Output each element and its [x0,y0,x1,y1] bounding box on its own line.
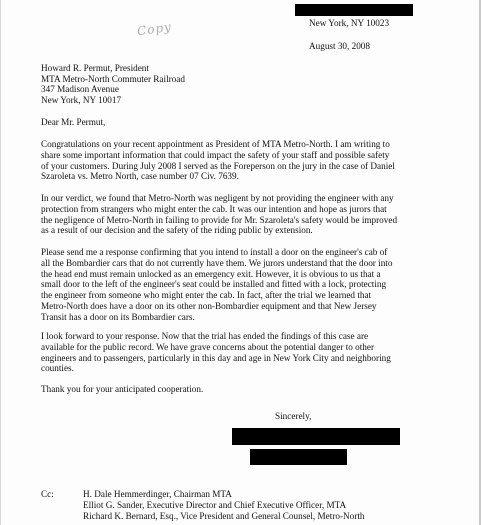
closing: Sincerely, [275,411,312,421]
paragraph-line: I look forward to your response. Now that the trial has ended the findings of this case are [41,331,369,341]
recipient-line: Howard R. Permut, President [41,63,149,73]
recipient-line: MTA Metro-North Commuter Railroad [41,73,185,84]
letter-date: August 30, 2008 [309,41,370,51]
paragraph-line: the engineer from someone who might enter the cab. In fact, after the trial we learned that [41,290,372,301]
recipient-line: New York, NY 10017 [41,94,122,105]
paragraph-line: Szaroleta vs. Metro North, case number 07 Civ. 7639. [41,171,239,182]
paragraph-line: counties. [41,363,74,374]
salutation: Dear Mr. Permut, [41,117,106,127]
paragraph-line: Transit has a door on its Bombardier cars. [41,311,195,322]
redacted-name [250,449,347,465]
paragraph-line: all the Bombardier cars that do not currently have them. We jurors understand that the door into [41,257,393,268]
copy-stamp: Copy [136,19,173,39]
paragraph-1 [41,139,471,182]
cc-recipient: Elliot G. Sander, Executive Director and Chief Executive Officer, MTA [83,499,347,510]
sender-city-line: New York, NY 10023 [309,18,390,28]
paragraph-line: protection from strangers who might enter the cab. It was our intention and hope as jurors that [41,203,387,214]
cc-list [83,489,364,521]
paragraph-line: as a result of our decision and the safety of the riding public by extension. [41,225,313,236]
cc-recipient: H. Dale Hemmerdinger, Chairman MTA [83,489,232,499]
recipient-line: 347 Madison Avenue [41,84,119,95]
paragraph-3 [41,247,471,323]
paragraph-line: available for the public record. We have grave concerns about the potential danger to other [41,341,375,352]
cc-recipient: Richard K. Bernard, Esq., Vice President and General Counsel, Metro-North [83,510,365,521]
recipient-address [41,63,185,105]
paragraph-line: Thank you for your anticipated cooperation. [41,384,204,394]
paragraph-line: small door to the left of the engineer's seat could be installed and fitted with a lock, protecting [41,279,387,290]
paragraph-line: Congratulations on your recent appointment as President of MTA Metro-North. I am writing to [41,139,390,149]
paragraph-line: of your customers. During July 2008 I served as the Foreperson on the jury in the case of Daniel [41,160,395,171]
paragraph-line: In our verdict, we found that Metro-North was negligent by not providing the engineer with any [41,193,394,203]
paragraph-5 [41,384,471,395]
redacted-sender-address [295,4,413,16]
paragraph-line: Please send me a response confirming that you intend to install a door on the engineer's cab of [41,247,388,257]
paragraph-2 [41,193,471,236]
redacted-signature [232,428,400,445]
paragraph-line: share some important information that could impact the safety of your staff and possible safety [41,149,390,160]
paragraph-line: Metro-North does have a door on its other non-Bombardier equipment and that New Jersey [41,300,377,311]
paragraph-line: engineers and to passengers, particularly in this day and age in New York City and neighboring [41,352,391,363]
paragraph-4 [41,331,471,374]
paragraph-line: the negligence of Metro-North in failing to provide for Mr. Szaroleta's safety would be improved [41,214,398,225]
cc-label: Cc: [41,489,54,499]
paragraph-line: the head end must remain unlocked as an emergency exit. However, it is obvious to us that a [41,268,381,279]
